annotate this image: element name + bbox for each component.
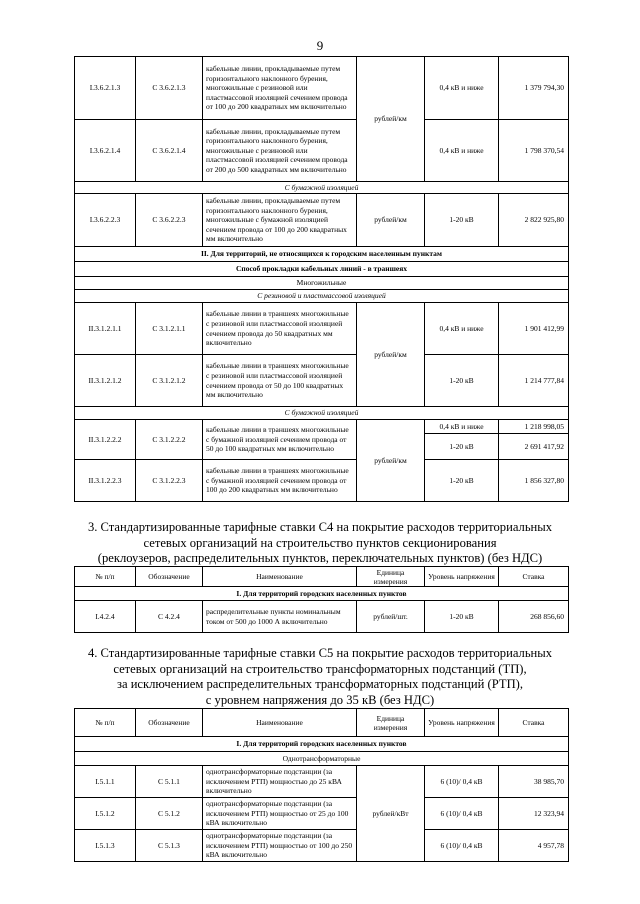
- row-name: кабельные линии в траншеях многожильные с бумажной изоляцией сечением провода от 50 до 100 квадратных мм включительно: [203, 420, 357, 460]
- row-voltage: 1-20 кВ: [425, 434, 499, 460]
- row-number: II.3.1.2.1.1: [75, 303, 136, 355]
- header-row: [75, 567, 569, 587]
- header-cell: Ставка: [499, 709, 569, 737]
- row-voltage: 0,4 кВ и ниже: [425, 57, 499, 120]
- row-code: С 3.6.2.1.3: [136, 57, 203, 120]
- caption-line: сетевых организаций на строительство трансформаторных подстанций (ТП),: [113, 661, 527, 676]
- row-name: распределительные пункты номинальным током от 500 до 1000 А включительно: [203, 601, 357, 633]
- row-code: С 3.6.2.1.4: [136, 120, 203, 182]
- row-code: С 3.1.2.2.3: [136, 460, 203, 502]
- row-rate: 4 957,78: [499, 830, 569, 862]
- section-3-caption: [60, 520, 580, 567]
- row-number: I.5.1.2: [75, 798, 136, 830]
- section-title: II. Для территорий, не относящихся к городским населенным пунктам: [75, 247, 569, 262]
- row-code: С 5.1.3: [136, 830, 203, 862]
- caption-line: (реклоузеров, распределительных пунктов, переключательных пунктов) (без НДС): [97, 551, 543, 565]
- row-code: С 3.6.2.2.3: [136, 194, 203, 247]
- subsection-row: [75, 752, 569, 766]
- caption-line: 3. Стандартизированные тарифные ставки С4 на покрытие расходов территориальных: [87, 520, 553, 534]
- header-cell: № п/п: [75, 567, 136, 587]
- row-rate: 2 691 417,92: [499, 434, 569, 460]
- row-number: I.3.6.2.1.4: [75, 120, 136, 182]
- row-voltage: 1-20 кВ: [425, 194, 499, 247]
- header-cell: Уровень напряжения: [425, 567, 499, 587]
- table-row: [75, 420, 569, 434]
- subsection-label: С бумажной изоляцией: [75, 407, 569, 420]
- subsection-label: С бумажной изоляцией: [75, 182, 569, 194]
- header-cell: Ставка: [499, 567, 569, 587]
- row-voltage: 6 (10)/ 0,4 кВ: [425, 766, 499, 798]
- table-row: [75, 355, 569, 407]
- row-unit: рублей/км: [357, 57, 425, 182]
- header-cell: Наименование: [203, 567, 357, 587]
- caption-line: 4. Стандартизированные тарифные ставки С5 на покрытие расходов территориальных: [87, 646, 553, 660]
- section-title: Способ прокладки кабельных линий - в траншеях: [75, 262, 569, 277]
- row-number: I.3.6.2.1.3: [75, 57, 136, 120]
- row-code: С 3.1.2.2.2: [136, 420, 203, 460]
- row-name: однотрансформаторные подстанции (за исключением РТП) мощностью от 100 до 250 кВА включительно: [203, 830, 357, 862]
- row-number: I.3.6.2.2.3: [75, 194, 136, 247]
- subsection-label: Многожильные: [75, 277, 569, 290]
- row-name: однотрансформаторные подстанции (за исключением РТП) мощностью от 25 до 100 кВА включительно: [203, 798, 357, 830]
- header-cell: Единица измерения: [357, 709, 425, 737]
- row-name: кабельные линии в траншеях многожильные с резиновой или пластмассовой изоляцией сечением провода до 50 квадратных мм включительно: [203, 303, 357, 355]
- row-name: кабельные линии в траншеях многожильные с бумажной изоляцией сечением провода от 100 до 200 квадратных мм включительно: [203, 460, 357, 502]
- row-rate: 1 218 998,05: [499, 420, 569, 434]
- row-unit: рублей/км: [357, 420, 425, 502]
- table-row: [75, 766, 569, 798]
- subsection-row: [75, 277, 569, 290]
- section-row: [75, 247, 569, 262]
- row-name: однотрансформаторные подстанции (за исключением РТП) мощностью до 25 кВА включительно: [203, 766, 357, 798]
- transformer-substations-table: [74, 708, 569, 862]
- row-rate: 2 822 925,80: [499, 194, 569, 247]
- row-name: кабельные линии, прокладываемые путем горизонтального наклонного бурения, многожильные с резиновой или пластмассовой изоляцией сечением провода от 200 до 500 квадратных мм включительно: [203, 120, 357, 182]
- row-voltage: 6 (10)/ 0,4 кВ: [425, 798, 499, 830]
- row-number: I.4.2.4: [75, 601, 136, 633]
- row-voltage: 1-20 кВ: [425, 355, 499, 407]
- caption-line: сетевых организаций на строительство пунктов секционирования: [143, 535, 497, 550]
- section-row: [75, 587, 569, 601]
- row-code: С 3.1.2.1.2: [136, 355, 203, 407]
- header-cell: № п/п: [75, 709, 136, 737]
- row-name: кабельные линии, прокладываемые путем горизонтального наклонного бурения, многожильные с бумажной изоляцией сечением провода от 100 до 200 квадратных мм включительно: [203, 194, 357, 247]
- page-number: 9: [316, 38, 324, 53]
- section-4-caption: [60, 646, 580, 708]
- row-unit: рублей/км: [357, 303, 425, 407]
- row-rate: 38 985,70: [499, 766, 569, 798]
- row-number: II.3.1.2.2.2: [75, 420, 136, 460]
- header-cell: Наименование: [203, 709, 357, 737]
- header-cell: Обозначение: [136, 709, 203, 737]
- table-row: [75, 120, 569, 182]
- row-voltage: 1-20 кВ: [425, 601, 499, 633]
- row-name: кабельные линии в траншеях многожильные с резиновой или пластмассовой изоляцией сечением провода от 50 до 100 квадратных мм включительно: [203, 355, 357, 407]
- row-rate: 1 379 794,30: [499, 57, 569, 120]
- row-number: II.3.1.2.2.3: [75, 460, 136, 502]
- table-row: [75, 194, 569, 247]
- subsection-row: [75, 407, 569, 420]
- row-voltage: 1-20 кВ: [425, 460, 499, 502]
- subsection-label: Однотрансформаторные: [75, 752, 569, 766]
- row-unit: рублей/шт.: [357, 601, 425, 633]
- section-row: [75, 737, 569, 752]
- row-rate: 1 901 412,99: [499, 303, 569, 355]
- row-rate: 268 856,60: [499, 601, 569, 633]
- row-voltage: 6 (10)/ 0,4 кВ: [425, 830, 499, 862]
- table-row: [75, 830, 569, 862]
- subsection-row: [75, 290, 569, 303]
- row-number: II.3.1.2.1.2: [75, 355, 136, 407]
- table-row: [75, 798, 569, 830]
- row-number: I.5.1.1: [75, 766, 136, 798]
- row-rate: 1 856 327,80: [499, 460, 569, 502]
- row-rate: 12 323,94: [499, 798, 569, 830]
- row-name: кабельные линии, прокладываемые путем горизонтального наклонного бурения, многожильные с резиновой или пластмассовой изоляцией сечением провода от 100 до 200 квадратных мм включительно: [203, 57, 357, 120]
- row-code: С 5.1.2: [136, 798, 203, 830]
- row-rate: 1 798 370,54: [499, 120, 569, 182]
- header-cell: Уровень напряжения: [425, 709, 499, 737]
- subsection-label: С резиновой и пластмассовой изоляцией: [75, 290, 569, 303]
- row-voltage: 0,4 кВ и ниже: [425, 120, 499, 182]
- row-number: I.5.1.3: [75, 830, 136, 862]
- caption-line: с уровнем напряжения до 35 кВ (без НДС): [205, 692, 435, 707]
- section-title: I. Для территорий городских населенных пунктов: [75, 737, 569, 752]
- table-row: [75, 57, 569, 120]
- table-row: [75, 460, 569, 502]
- header-row: [75, 709, 569, 737]
- row-code: С 4.2.4: [136, 601, 203, 633]
- table-row: [75, 303, 569, 355]
- row-code: С 5.1.1: [136, 766, 203, 798]
- row-voltage: 0,4 кВ и ниже: [425, 420, 499, 434]
- row-unit: рублей/км: [357, 194, 425, 247]
- row-code: С 3.1.2.1.1: [136, 303, 203, 355]
- subsection-row: [75, 182, 569, 194]
- section-row: [75, 262, 569, 277]
- sectioning-points-table: [74, 566, 569, 633]
- caption-line: за исключением распределительных трансформаторных подстанций (РТП),: [116, 677, 524, 691]
- row-voltage: 0,4 кВ и ниже: [425, 303, 499, 355]
- row-unit: рублей/кВт: [357, 766, 425, 862]
- row-rate: 1 214 777,84: [499, 355, 569, 407]
- header-cell: Единица измерения: [357, 567, 425, 587]
- section-title: I. Для территорий городских населенных пунктов: [75, 587, 569, 601]
- table-row: [75, 601, 569, 633]
- header-cell: Обозначение: [136, 567, 203, 587]
- cable-lines-table: [74, 56, 569, 502]
